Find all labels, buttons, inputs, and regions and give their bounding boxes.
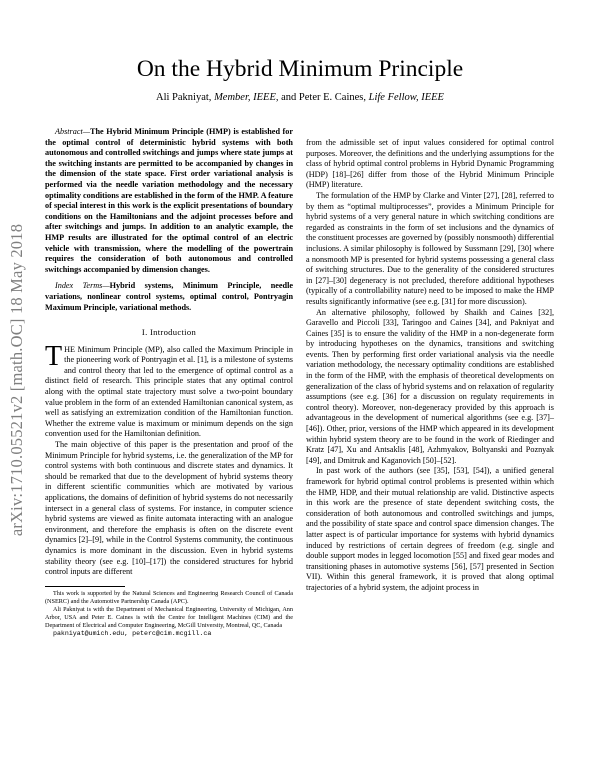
section-heading-introduction: I. Introduction bbox=[141, 327, 197, 338]
index-terms-text: Hybrid systems, Minimum Principle, needle variations, nonlinear control systems, optimal control, Pontryagin Maximum Principle, variational methods. bbox=[45, 281, 293, 312]
author-2-name: Peter E. Caines, bbox=[298, 92, 366, 103]
abstract-label: Abstract— bbox=[55, 127, 91, 136]
arxiv-stamp-text: arXiv:1710.05521v2 [math.OC] 18 May 2018 bbox=[7, 223, 26, 537]
index-terms bbox=[45, 281, 293, 313]
right-paragraph-3: An alternative philosophy, followed by Shaikh and Caines [32], Garavello and Piccoli [33], Taringoo and Caines [34], and Pakniyat and Caines [35] is to ensure the validity of the HMP in a non-degenerate form by introducing hypotheses on the dynamics, transitions and switching events. Then by performing first order variational analysis via the needle variation methodology, the necessary optimality conditions are established in the form of the HMP, with the emphasis of theoretical developments on generalization of the class of hybrid systems and on relaxation of regularity assumptions (see e.g. [36] for a discussion on regulaty requirements in control theory). Moreover, non-degeneracy provided by this approach is advantageous in the development of numerical algorithms (see e.g. [37]–[46]). Other, prior, versions of the HMP which appeared in its development within hybrid system theory are to be found in the work of Riedinger and Kratz [47], Xu and Antsaklis [48], Azhmyakov, Boltyanski and Poznyak [49], and Dmitruk and Kaganovich [50]–[52]. bbox=[306, 307, 554, 465]
author-1-name: Ali Pakniyat, bbox=[156, 92, 212, 103]
right-paragraph-4: In past work of the authors (see [35], [53], [54]), a unified general framework for hybrid optimal control problems is presented within which the HMP, HDP, and their mutual relationship are valid. Distinctive aspects in this work are the presence of state dependent switching costs, the consideration of both autonomous and controlled switchings and jumps, and the possibility of state space and control space dimension changes. The latter aspect is of particular importance for systems with hybrid dynamics induced by restrictions of certain degrees of freedom (e.g. single and double support modes in legged locomotion [55] and fixed gear modes and transitioning phases in automotive systems [56], [57] presented in Section VII). Within this general framework, it is proved that along optimal trajectories of a hybrid system, the adjoint process in bbox=[306, 466, 554, 592]
index-terms-label: Index Terms— bbox=[55, 281, 110, 291]
paper-title: On the Hybrid Minimum Principle bbox=[136, 56, 464, 82]
arxiv-stamp bbox=[4, 170, 30, 590]
footnote-affiliations: Ali Pakniyat is with the Department of Mechanical Engineering, University of Michigan, Ann Arbor, USA and Peter E. Caines is with the Centre for Intelligent Machines (CIM) and the Department of Electrical and Computer Engineering, McGill University, Montreal, QC, Canada bbox=[45, 605, 293, 629]
drop-cap: T bbox=[45, 340, 63, 372]
left-column bbox=[45, 127, 293, 638]
intro-paragraph-2: The main objective of this paper is the presentation and proof of the Minimum Principle for hybrid systems, i.e. the generalization of the MP for control systems with both continuous and discrete states and dynamics. It should be remarked that due to the development of hybrid systems theory in different scientific communities which are motivated by various applications, the domains of definition of hybrid systems do not necessarily intersect in a general class of systems. For instance, in computer science hybrid systems are viewed as finite automata interacting with an analogue environment, and therefore the emphasis is often on the discrete event dynamics [2]–[9], while in the Control Systems community, the continuous dynamics is more dominant in the discussion. Even in hybrid systems stability theory (see e.g. [10]–[17]) the considered structures for hybrid control inputs are different bbox=[45, 440, 294, 577]
abstract bbox=[45, 127, 293, 275]
right-paragraph-1: from the admissible set of input values considered for optimal control purposes. Moreover, the definitions and the underlying assumptions for the class of hybrid optimal control problems in Hybrid Dynamic Programming (HDP) [18]–[26] differ from those of the Hybrid Minimum Principle (HMP) literature. bbox=[306, 138, 554, 190]
author-line bbox=[0, 92, 600, 103]
right-column bbox=[306, 138, 554, 594]
footnote-funding: This work is supported by the Natural Sciences and Engineering Research Council of Canada (NSERC) and the Automotive Partnership Canada (APC). bbox=[45, 589, 293, 605]
intro-paragraph-1-text: HE Minimum Principle (MP), also called the Maximum Principle in the pioneering work of Pontryagin et al. [1], is a milestone of systems and control theory that led to the emergence of optimal control as a distinct field of research. This principle states that any optimal control along with the optimal state trajectory must solve a two-point boundary value problem in the form of an extended Hamiltonian canonical system, as well as satisfying an extremization condition of the Hamiltonian function. Whether the extreme value is maximum or minimum depends on the sign convention used for the Hamiltonian definition. bbox=[45, 344, 293, 439]
footnote-emails: pakniyat@umich.edu, peterc@cim.mcgill.ca bbox=[53, 629, 212, 637]
author-2-role: Life Fellow, IEEE bbox=[368, 92, 444, 103]
author-conjunction: and bbox=[281, 92, 297, 103]
intro-paragraph-1 bbox=[45, 340, 293, 440]
author-1-role: Member, IEEE, bbox=[214, 92, 279, 103]
abstract-text: The Hybrid Minimum Principle (HMP) is established for the optimal control of deterministic hybrid systems with both autonomous and controlled switchings and jumps where state jumps at the switching instants are permitted to be accompanied by changes in the dimension of the state space. First order variational analysis is performed via the needle variation methodology and the necessary optimality conditions are established in the form of the HMP. A feature of special interest in this work is the explicit presentations of boundary conditions on the Hamiltonians and the adjoint processes before and after switchings and jumps. In addition to an analytic example, the HMP results are illustrated for the optimal control of an electric vehicle with transmission, where the modelling of the powertrain requires the consideration of both autonomous and controlled switchings accompanied by dimension changes. bbox=[45, 127, 293, 274]
right-paragraph-2: The formulation of the HMP by Clarke and Vinter [27], [28], referred to by them as “optimal multiprocesses”, provides a Minimum Principle for hybrid systems of a very general nature in which switching conditions are regarded as constraints in the form of set inclusions and the dynamics of the constituent processes are governed by (possibly nonsmooth) differential inclusions. A similar philosophy is followed by Sussmann [29], [30] where a nonsmooth MP is presented for hybrid systems possessing a general class of switching structures. Due to the generality of the considered structures in [27]–[30] degeneracy is not precluded, therefore additional hypotheses (typically of a controllability nature) need to be imposed to make the HMP results significantly informative (see e.g. [31] for more discussion). bbox=[306, 190, 554, 306]
footnote-separator bbox=[45, 586, 125, 587]
